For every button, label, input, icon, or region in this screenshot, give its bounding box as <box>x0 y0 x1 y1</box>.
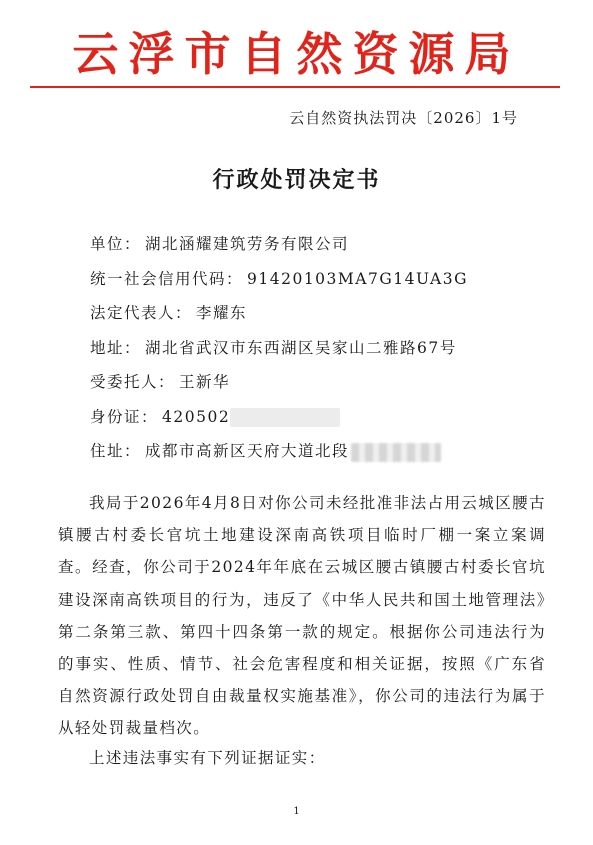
red-divider-rule <box>30 86 560 88</box>
residence-row <box>90 439 550 474</box>
evidence-intro: 上述违法事实有下列证据证实： <box>89 749 326 767</box>
address-value: 湖北省武汉市东西湖区吴家山二雅路67号 <box>145 338 457 357</box>
credit-code-value: 91420103MA7G14UA3G <box>247 269 468 288</box>
body-paragraph: 我局于2026年4月8日对你公司未经批准非法占用云城区腰古镇腰古村委长官坑土地建设深南高铁项目临时厂棚一案立案调查。经查，你公司于2024年年底在云城区腰古镇腰古村委长官坑建设深南高铁项目的行为，违反了《中华人民共和国土地管理法》第二条第三款、第四十四条第一款的规定。根据你公司违法行为的事实、性质、情节、社会危害程度和相关证据，按照《广东省自然资源行政处罚自由裁量权实施基准》，你公司的违法行为属于从轻处罚裁量档次。 <box>58 494 546 738</box>
document-number: 云自然资执法罚决〔2026〕1号 <box>289 109 518 127</box>
issuer-masthead: 云浮市自然资源局 <box>72 27 521 81</box>
agent-label: 受委托人： <box>90 373 176 391</box>
unit-label: 单位： <box>90 235 142 253</box>
credit-code-row <box>90 267 550 302</box>
residence-label: 住址： <box>90 442 142 460</box>
document-title: 行政处罚决定书 <box>212 167 381 193</box>
address-label: 地址： <box>90 338 142 357</box>
credit-code-label: 统一社会信用代码： <box>90 269 244 288</box>
agent-value: 王新华 <box>179 373 231 391</box>
unit-row <box>90 232 550 267</box>
page-number: 1 <box>293 806 300 817</box>
agent-row <box>90 370 550 405</box>
residence-redaction-mask <box>351 443 441 462</box>
legal-rep-row <box>90 301 550 336</box>
legal-rep-label: 法定代表人： <box>90 304 193 322</box>
id-redaction-mask <box>230 408 340 427</box>
legal-rep-value: 李耀东 <box>196 304 248 322</box>
id-card-row <box>90 405 550 440</box>
id-card-value: 420502 <box>162 407 231 426</box>
id-card-label: 身份证： <box>90 407 159 426</box>
party-info-block <box>90 232 550 474</box>
address-row <box>90 336 550 371</box>
residence-value: 成都市高新区天府大道北段 <box>145 442 350 460</box>
unit-value: 湖北涵耀建筑劳务有限公司 <box>145 235 350 253</box>
